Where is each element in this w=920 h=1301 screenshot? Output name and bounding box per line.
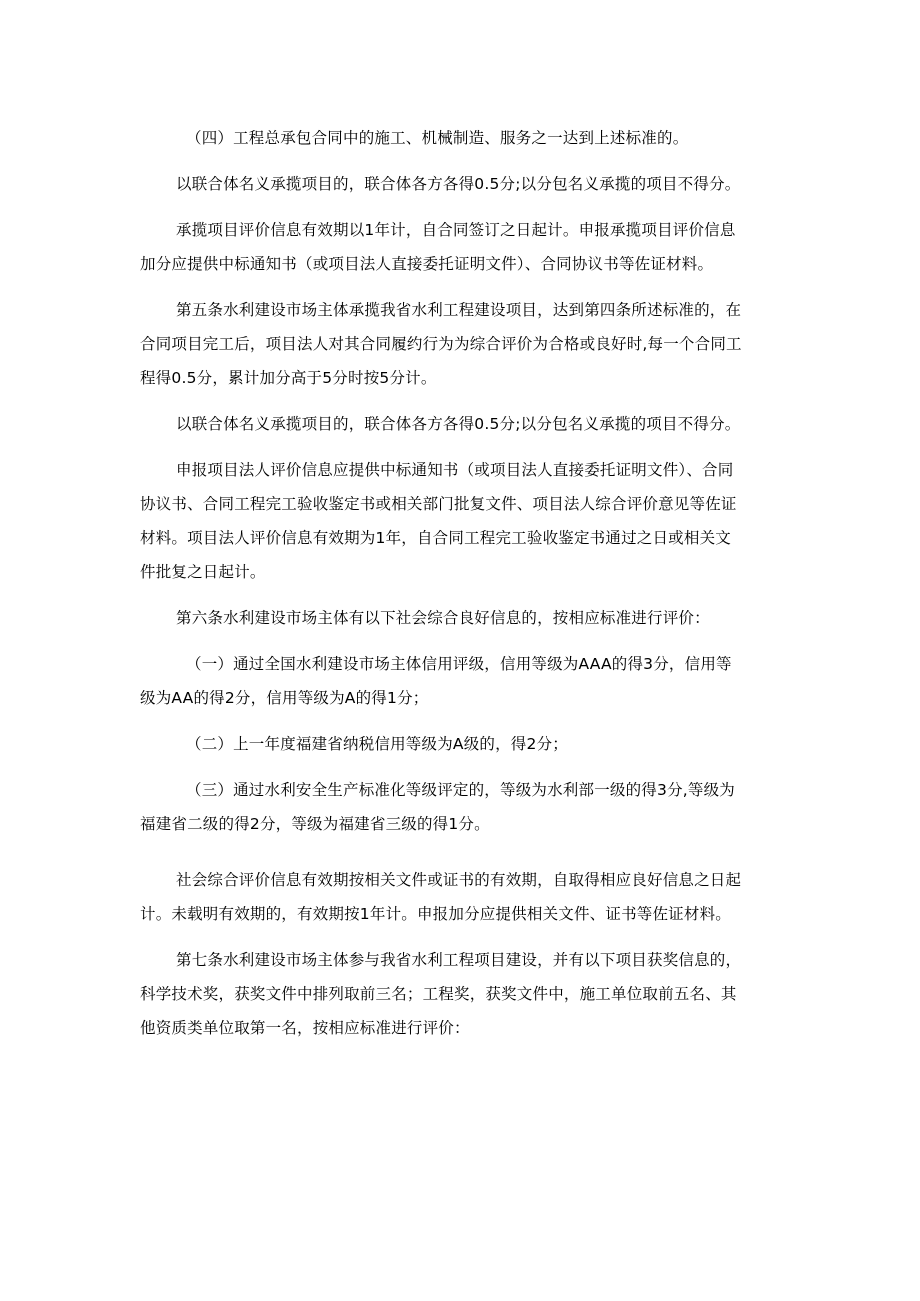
paragraph-line: 协议书、合同工程完工验收鉴定书或相关部门批复文件、项目法人综合评价意见等佐证: [140, 495, 737, 513]
paragraph-line: 第五条水利建设市场主体承揽我省水利工程建设项目，达到第四条所述标准的，在: [176, 301, 742, 319]
paragraph-line: （一）通过全国水利建设市场主体信用评级，信用等级为AAA的得3分，信用等: [186, 655, 732, 673]
document-page: [140, 128, 790, 1038]
paragraph-line: （四）工程总承包合同中的施工、机械制造、服务之一达到上述标准的。: [186, 129, 689, 147]
paragraph-line: 第六条水利建设市场主体有以下社会综合良好信息的，按相应标准进行评价：: [176, 609, 710, 627]
paragraph-line: 计。未载明有效期的，有效期按1年计。申报加分应提供相关文件、证书等佐证材料。: [140, 905, 731, 923]
paragraph-line: 以联合体名义承揽项目的，联合体各方各得0.5分;以分包名义承揽的项目不得分。: [176, 415, 741, 433]
paragraph-line: 科学技术奖，获奖文件中排列取前三名；工程奖，获奖文件中，施工单位取前五名、其: [140, 985, 737, 1003]
paragraph-line: 材料。项目法人评价信息有效期为1年，自合同工程完工验收鉴定书通过之日或相关文: [140, 529, 731, 547]
paragraph-line: （二）上一年度福建省纳税信用等级为A级的，得2分；: [186, 735, 568, 753]
paragraph-line: 福建省二级的得2分，等级为福建省三级的得1分。: [140, 815, 490, 833]
paragraph-line: 件批复之日起计。: [140, 563, 266, 581]
paragraph-line: 合同项目完工后，项目法人对其合同履约行为为综合评价为合格或良好时,每一个合同工: [140, 335, 742, 353]
paragraph-line: 社会综合评价信息有效期按相关文件或证书的有效期，自取得相应良好信息之日起: [176, 871, 742, 889]
paragraph-line: 第七条水利建设市场主体参与我省水利工程项目建设，并有以下项目获奖信息的，: [176, 951, 742, 969]
paragraph-line: 程得0.5分，累计加分高于5分时按5分计。: [140, 369, 437, 387]
paragraph-line: 级为AA的得2分，信用等级为A的得1分；: [140, 689, 429, 707]
paragraph-line: 加分应提供中标通知书（或项目法人直接委托证明文件）、合同协议书等佐证材料。: [140, 255, 714, 273]
paragraph-line: 承揽项目评价信息有效期以1年计，自合同签订之日起计。申报承揽项目评价信息: [176, 221, 736, 239]
paragraph-line: 他资质类单位取第一名，按相应标准进行评价：: [140, 1019, 470, 1037]
paragraph-line: 以联合体名义承揽项目的，联合体各方各得0.5分;以分包名义承揽的项目不得分。: [176, 175, 741, 193]
paragraph-line: 申报项目法人评价信息应提供中标通知书（或项目法人直接委托证明文件）、合同: [176, 461, 734, 479]
paragraph-line: （三）通过水利安全生产标准化等级评定的，等级为水利部一级的得3分,等级为: [186, 781, 735, 799]
